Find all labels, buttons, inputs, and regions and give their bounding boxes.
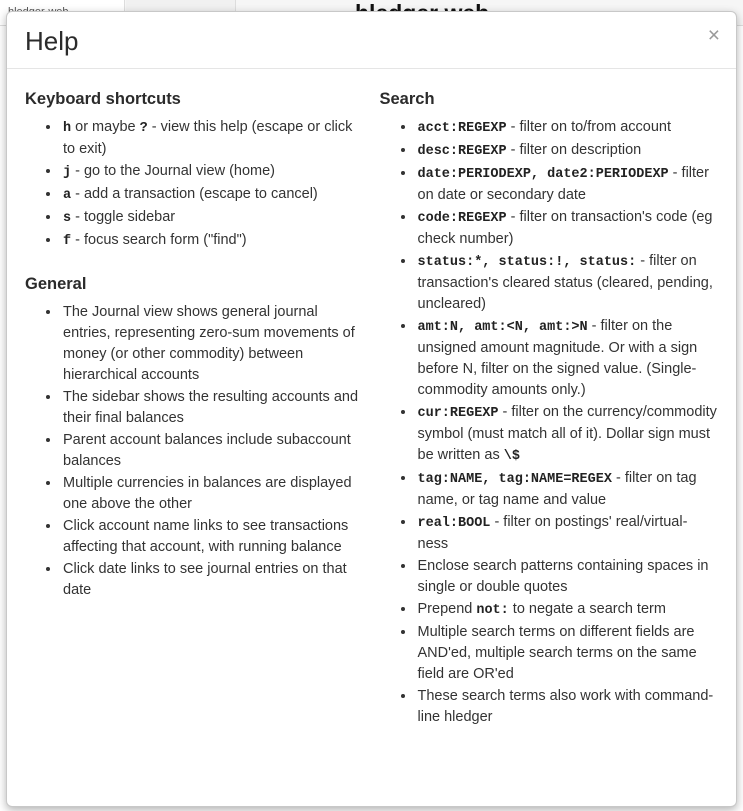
list-item — [416, 316, 719, 401]
list-item — [61, 207, 362, 229]
keyboard-shortcuts-list — [25, 117, 362, 252]
shortcut-text: - toggle sidebar — [71, 209, 176, 225]
search-term-code: tag:NAME, tag:NAME=REGEX — [417, 472, 612, 487]
list-item: • Click account name links to see transactions affecting that account, with running balance — [61, 516, 362, 558]
shortcut-key: a — [63, 188, 72, 203]
shortcut-text: or maybe — [71, 119, 140, 135]
search-term-text: - filter on tag name, or tag name and value — [417, 470, 697, 508]
search-term-code: acct:REGEXP — [417, 121, 507, 136]
search-heading: Search — [379, 90, 435, 108]
shortcut-text-cont: - view this help (escape or click to exit) — [63, 119, 353, 157]
search-term-text: - filter on to/from account — [506, 119, 672, 135]
list-item — [416, 468, 719, 511]
search-term-text: - filter on description — [506, 142, 642, 158]
help-modal-header — [7, 12, 736, 69]
search-note-text: Prepend — [417, 601, 477, 617]
list-item: • Click date links to see journal entries on that date — [61, 559, 362, 601]
browser-tab-2-label — [126, 0, 235, 6]
search-term-code: amt:N, amt:<N, amt:>N — [417, 320, 588, 335]
list-item: • The Journal view shows general journal entries, representing zero-sum movements of money (or other commodity) between hierarchical accounts — [61, 302, 362, 386]
shortcut-text: - add a transaction (escape to cancel) — [71, 186, 318, 202]
list-item: • Parent account balances include subaccount balances — [61, 430, 362, 472]
list-item — [416, 207, 719, 250]
list-item — [416, 402, 719, 467]
shortcut-key-alt: ? — [139, 121, 148, 136]
search-list — [380, 117, 719, 728]
list-item — [61, 184, 362, 206]
search-note-text-cont: to negate a search term — [508, 601, 666, 617]
close-icon[interactable]: × — [707, 24, 720, 47]
search-term-text: - filter on transaction's code (eg check number) — [417, 209, 713, 247]
shortcut-text: - go to the Journal view (home) — [71, 163, 276, 179]
help-right-column — [372, 87, 719, 806]
page-title: Help — [25, 26, 79, 56]
search-term-text: - filter on transaction's cleared status (cleared, pending, uncleared) — [417, 253, 713, 312]
shortcut-key: j — [63, 165, 72, 180]
search-term-code: desc:REGEXP — [417, 144, 507, 159]
list-item — [416, 512, 719, 555]
keyboard-shortcuts-heading: Keyboard shortcuts — [25, 90, 181, 108]
list-item — [61, 117, 362, 160]
list-item — [61, 161, 362, 183]
list-item: • Enclose search patterns containing spaces in single or double quotes — [416, 556, 719, 598]
list-item — [61, 230, 362, 252]
list-item — [416, 117, 719, 139]
shortcut-key: f — [63, 234, 72, 249]
search-term-text: - filter on the unsigned amount magnitude. Or with a sign before N, filter on the signed value. (Single-commodity amounts only.) — [417, 318, 698, 398]
shortcut-key: s — [63, 211, 72, 226]
list-item: • Multiple search terms on different fields are AND'ed, multiple search terms on the same field are OR'ed — [416, 622, 719, 685]
general-heading: General — [25, 275, 87, 293]
search-term-text: - filter on date or secondary date — [417, 165, 709, 203]
list-item: • Multiple currencies in balances are displayed one above the other — [61, 473, 362, 515]
search-term-code-alt: \$ — [503, 449, 520, 464]
help-modal-body — [7, 69, 736, 806]
search-term-code: real:BOOL — [417, 516, 491, 531]
list-item: • The sidebar shows the resulting accounts and their final balances — [61, 387, 362, 429]
list-item — [416, 251, 719, 315]
search-term-code: not: — [476, 603, 509, 618]
search-term-text: - filter on the currency/commodity symbol (must match all of it). Dollar sign must be written as — [417, 404, 717, 463]
list-item: • These search terms also work with command-line hledger — [416, 686, 719, 728]
help-left-column — [25, 87, 372, 806]
search-term-code: code:REGEXP — [417, 211, 507, 226]
list-item — [416, 599, 719, 621]
search-term-code: date:PERIODEXP, date2:PERIODEXP — [417, 167, 669, 182]
shortcut-text: - focus search form ("find") — [71, 232, 247, 248]
search-term-code: status:*, status:!, status: — [417, 255, 637, 270]
search-term-text: - filter on postings' real/virtual-ness — [417, 514, 688, 552]
list-item — [416, 163, 719, 206]
search-term-code: cur:REGEXP — [417, 406, 499, 421]
help-modal — [6, 11, 737, 807]
shortcut-key: h — [63, 121, 72, 136]
general-list — [25, 302, 362, 601]
list-item — [416, 140, 719, 162]
